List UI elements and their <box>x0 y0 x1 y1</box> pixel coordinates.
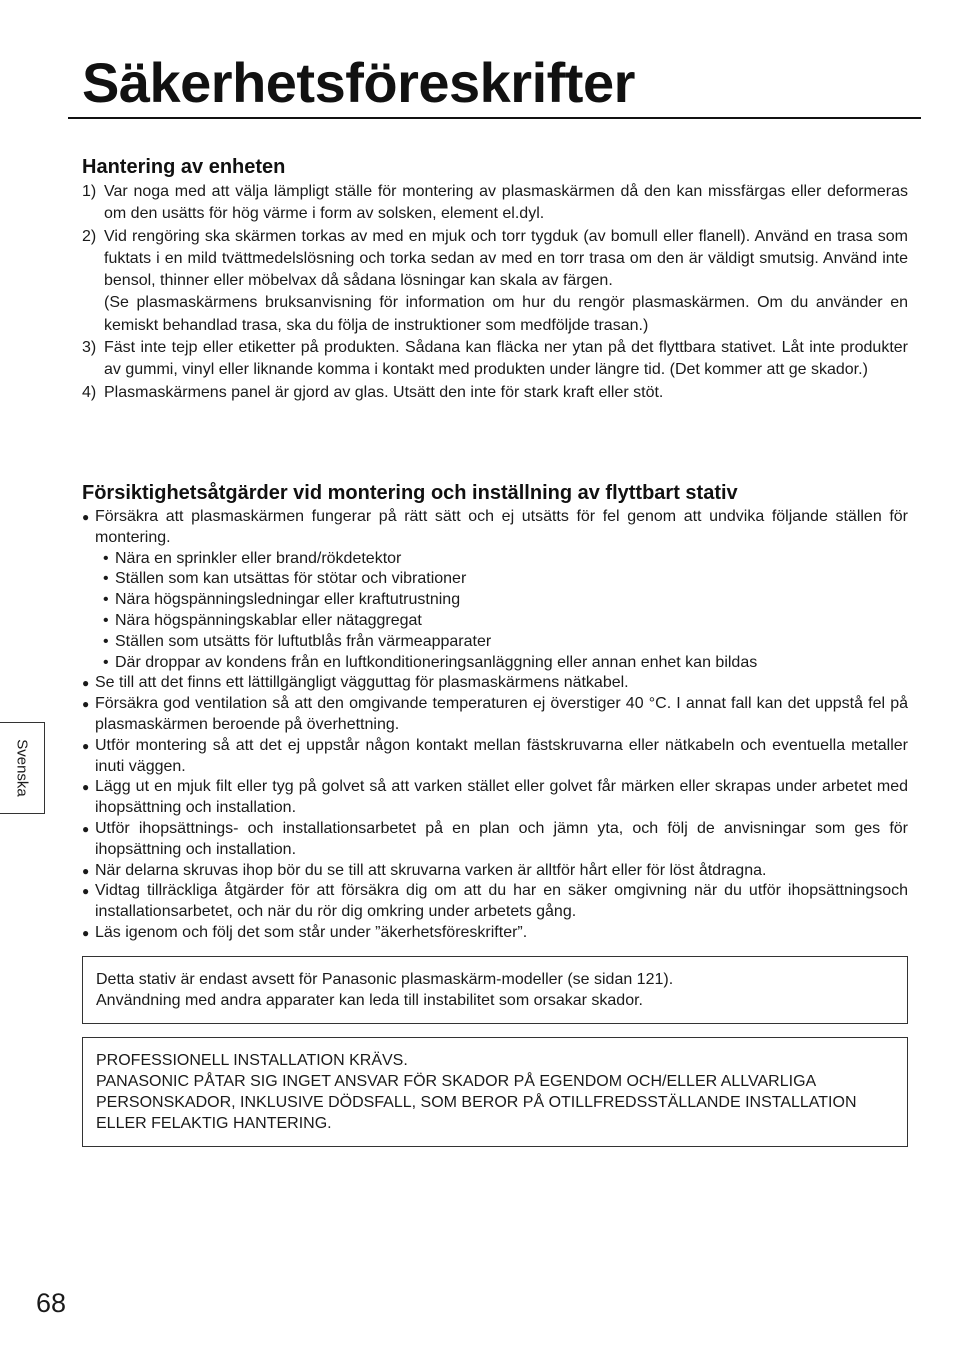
list-item: 2) Vid rengöring ska skärmen torkas av med en mjuk och torr tygduk (av bomull eller flanell). Använd en trasa som fuktats i en mild tvättmedelslösning och torka sedan av med en torr trasa om den är väldigt smutsig. Använd inte bensol, thinner eller möbelvax då sådana lösningar kan skala av färgen. (Se plasmaskärmens bruksanvisning för information om hur du rengör plasmaskärmen. Om du använder en kemiskt behandlad trasa, ska du följa de instruktioner som medföljde trasan.) <box>82 227 908 334</box>
section-handling <box>82 155 908 404</box>
bullet-icon: ● <box>82 780 90 795</box>
warning-text: PANASONIC PÅTAR SIG INGET ANSVAR FÖR SKADOR PÅ EGENDOM OCH/ELLER ALLVARLIGA PERSONSKADOR, INKLUSIVE DÖDSFALL, SOM BEROR PÅ OTILLFREDSSTÄLLANDE INSTALLATION ELLER FELAKTIG HANTERING. <box>96 1073 857 1132</box>
bullet-icon: ● <box>82 697 90 712</box>
sub-bullet-icon: • <box>103 611 109 629</box>
location-sublist <box>95 549 908 674</box>
section-precautions <box>82 481 908 944</box>
bullet-icon: ● <box>82 884 90 899</box>
compatibility-note-box <box>82 956 908 1024</box>
list-item: ● Vidtag tillräckliga åtgärder för att försäkra dig om att du har en säker omgivning när du utför ihopsättningsoch installationsarbetet, och när du rör dig omkring under arbetets gång. <box>82 882 908 921</box>
sub-list-item: • Ställen som kan utsättas för stötar och vibrationer <box>103 569 908 590</box>
professional-installation-box <box>82 1037 908 1147</box>
warning-heading: PROFESSIONELL INSTALLATION KRÄVS. <box>96 1052 408 1069</box>
bullet-icon: ● <box>82 676 90 691</box>
list-item: ● Försäkra att plasmaskärmen fungerar på rätt sätt och ej utsätts för fel genom att undvika följande ställen för montering. • Nära en sprinkler eller brand/rökdetektor • Ställen som kan utsättas för stötar och vibrationer • Nära högspänningsledningar eller kraftutrustning • Nära högspänningskablar eller nätaggregat • Ställen som utsätts för luftutblås från värmeapparater • Där droppar av kondens från en luftkonditioneringsanläggning eller annan enhet kan bildas <box>82 507 908 673</box>
list-item: ● Se till att det finns ett lättillgängligt vägguttag för plasmaskärmens nätkabel. <box>82 673 908 694</box>
list-item: ● Läs igenom och följ det som står under ”äkerhetsföreskrifter”. <box>82 923 908 944</box>
language-label: Svenska <box>13 739 31 797</box>
list-item: ● Utför montering så att det ej uppstår någon kontakt mellan fästskruvarna eller nätkabeln och eventuella metaller inuti väggen. <box>82 736 908 775</box>
sub-list-item: • Ställen som utsätts för luftutblås från värmeapparater <box>103 632 908 653</box>
section-heading-handling: Hantering av enheten <box>82 156 286 178</box>
page-number: 68 <box>36 1288 67 1318</box>
handling-list <box>82 181 908 404</box>
list-item: ● Försäkra god ventilation så att den omgivande temperaturen ej överstiger 40 °C. I annat fall kan det uppstå fel på plasmaskärmen beroende på överhettning. <box>82 695 908 733</box>
list-item: 4) Plasmaskärmens panel är gjord av glas. Utsätt den inte för stark kraft eller stöt. <box>82 383 664 401</box>
sub-list-item: • Nära högspänningskablar eller nätaggregat <box>103 611 908 632</box>
bullet-icon: ● <box>82 821 90 836</box>
list-item: 3) Fäst inte tejp eller etiketter på produkten. Sådana kan fläcka ner ytan på det flyttbara stativet. Låt inte produkter av gummi, vinyl eller liknande komma i kontakt med produkten under längre tid. (Det kommer att ge skador.) <box>82 339 908 379</box>
bullet-icon: ● <box>82 510 90 524</box>
list-item: 1) Var noga med att välja lämpligt ställe för montering av plasmaskärmen då den kan missfärgas eller deformeras om den usätts för hög värme i form av solsken, element el.dyl. <box>82 183 908 223</box>
sub-bullet-icon: • <box>103 591 109 609</box>
note-line: Detta stativ är endast avsett för Panasonic plasmaskärm-modeller (se sidan 121). <box>96 971 674 988</box>
sub-list-item: • Där droppar av kondens från en luftkonditioneringsanläggning eller annan enhet kan bildas <box>103 653 908 674</box>
bullet-icon: ● <box>82 863 90 878</box>
precautions-list <box>82 507 908 944</box>
sub-bullet-icon: • <box>103 570 109 588</box>
sub-bullet-icon: • <box>103 653 109 671</box>
sub-bullet-icon: • <box>103 549 109 567</box>
list-item: ● När delarna skruvas ihop bör du se till att skruvarna varken är alltför hårt eller för löst åtdragna. <box>82 861 908 882</box>
list-item: ● Lägg ut en mjuk filt eller tyg på golvet så att varken stället eller golvet får märken eller skrapas under arbetet med ihopsättning och installation. <box>82 778 908 817</box>
note-line: Användning med andra apparater kan leda till instabilitet som orsakar skador. <box>96 992 643 1009</box>
sub-list-item: • Nära en sprinkler eller brand/rökdetektor <box>103 549 908 570</box>
language-side-tab <box>0 722 45 814</box>
section-heading-precautions: Försiktighetsåtgärder vid montering och inställning av flyttbart stativ <box>82 482 738 504</box>
sub-bullet-icon: • <box>103 632 109 650</box>
sub-list-item: • Nära högspänningsledningar eller kraftutrustning <box>103 590 908 611</box>
page-title: Säkerhetsföreskrifter <box>82 51 635 114</box>
list-item: ● Utför ihopsättnings- och installationsarbetet på en plan och jämn yta, och följ de anvisningar som ges för ihopsättning och installation. <box>82 819 908 858</box>
bullet-icon: ● <box>82 738 90 753</box>
bullet-icon: ● <box>82 925 90 940</box>
title-divider <box>68 117 921 119</box>
